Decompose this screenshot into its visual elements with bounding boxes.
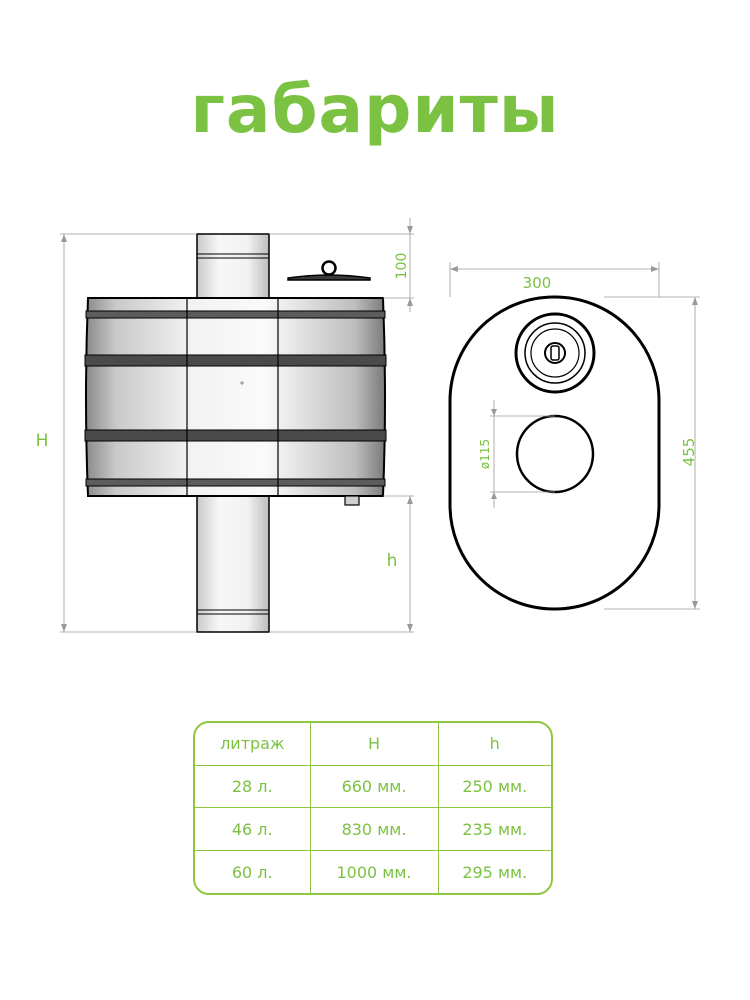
dimension-label-depth: 455 bbox=[680, 437, 698, 467]
technical-drawing bbox=[0, 200, 750, 660]
column-header-volume: литраж bbox=[195, 723, 310, 765]
table-header-row bbox=[195, 723, 551, 765]
dimension-label-diameter: ø115 bbox=[478, 438, 492, 470]
dimension-bottom-height bbox=[269, 496, 414, 632]
cell-total-height: 830 мм. bbox=[310, 808, 438, 851]
cell-volume: 46 л. bbox=[195, 808, 310, 851]
dimension-label-top: 100 bbox=[394, 252, 410, 280]
lid-handle bbox=[288, 262, 370, 281]
column-header-total-height: H bbox=[310, 723, 438, 765]
tank-body bbox=[85, 298, 386, 496]
pipe-top bbox=[197, 234, 269, 298]
table-row bbox=[195, 765, 551, 808]
cell-bottom-height: 250 мм. bbox=[438, 765, 551, 808]
drain-tap bbox=[345, 496, 359, 505]
cell-bottom-height: 235 мм. bbox=[438, 808, 551, 851]
dimension-label-total-height: H bbox=[35, 431, 49, 451]
dimension-label-width: 300 bbox=[522, 274, 552, 292]
table-row bbox=[195, 851, 551, 893]
cell-volume: 28 л. bbox=[195, 765, 310, 808]
cell-total-height: 1000 мм. bbox=[310, 851, 438, 893]
pipe-bottom bbox=[197, 496, 269, 632]
column-header-bottom-height: h bbox=[438, 723, 551, 765]
cell-bottom-height: 295 мм. bbox=[438, 851, 551, 893]
page-title: габариты bbox=[190, 71, 560, 148]
cell-volume: 60 л. bbox=[195, 851, 310, 893]
dimension-label-bottom: h bbox=[386, 551, 398, 571]
specs-table bbox=[193, 721, 553, 895]
dimension-width bbox=[450, 262, 659, 297]
table-row bbox=[195, 808, 551, 851]
cell-total-height: 660 мм. bbox=[310, 765, 438, 808]
